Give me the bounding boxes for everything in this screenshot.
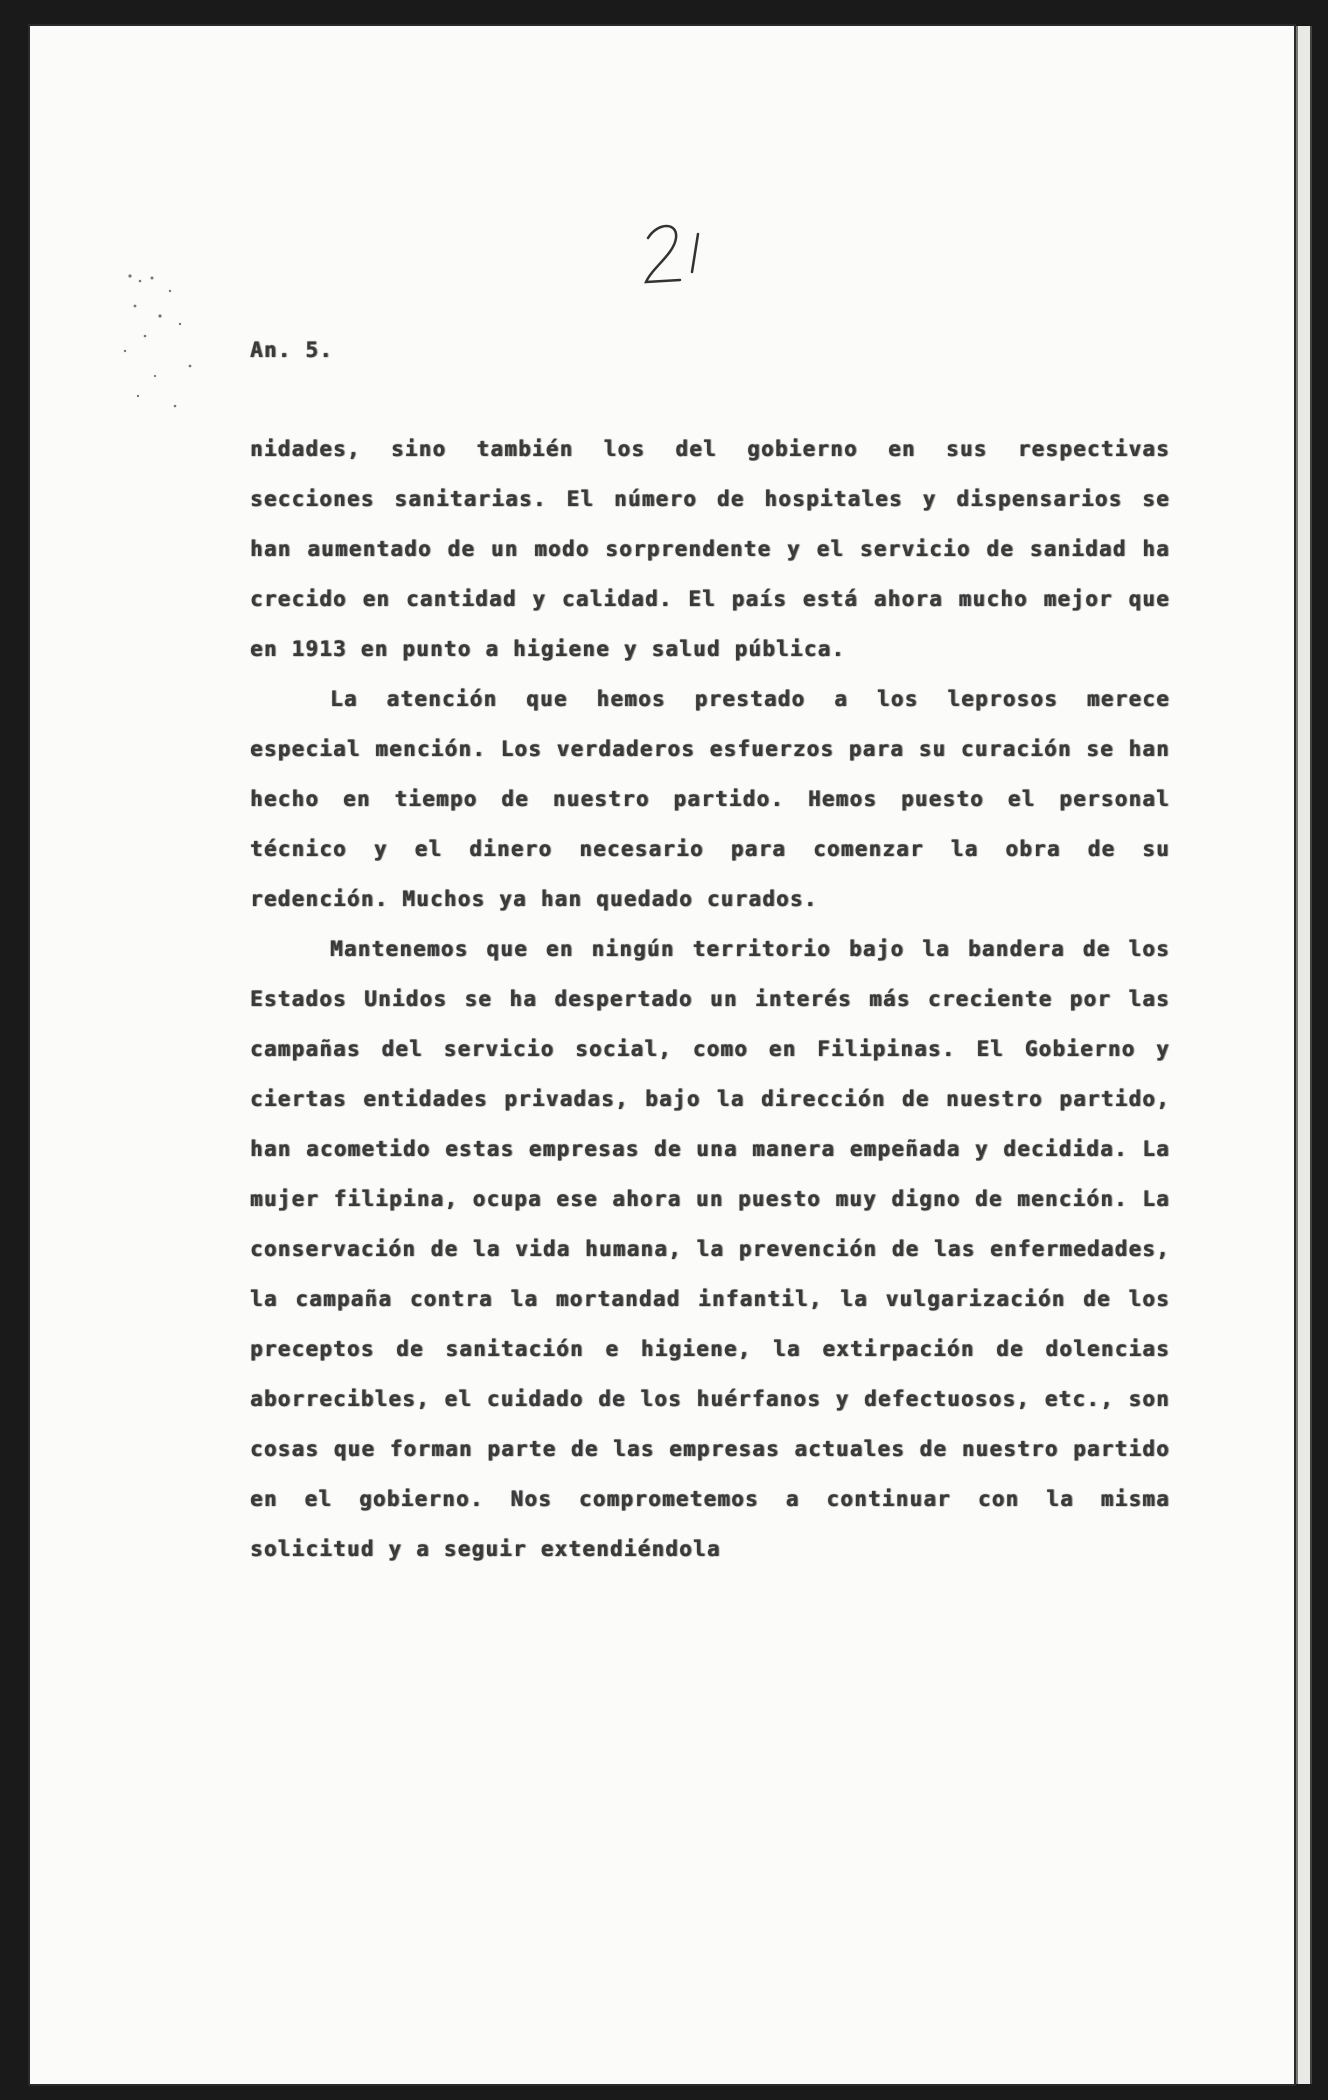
paper-speckles — [90, 66, 230, 466]
paragraph-1: nidades, sino también los del gobierno en sus respectivas secciones sanitarias. El número de hospitales y dispensarios se han aumentado de un modo sorprendente y el servicio de sanidad ha crecido en cantidad y calidad. El país está ahora mucho mejor que en 1913 en punto a higiene y salud pública. — [250, 437, 1170, 661]
typed-text-block — [250, 326, 1170, 1574]
handwritten-folio-number — [640, 216, 730, 296]
page-reference: An. 5. — [250, 338, 334, 362]
page-edge — [1296, 26, 1312, 2084]
document-page — [30, 26, 1294, 2084]
paragraph-2: La atención que hemos prestado a los leprosos merece especial mención. Los verdaderos esfuerzos para su curación se han hecho en tiempo de nuestro partido. Hemos puesto el personal técnico y el dinero necesario para comenzar la obra de su redención. Muchos ya han quedado curados. — [250, 687, 1170, 911]
paragraph-3: Mantenemos que en ningún territorio bajo la bandera de los Estados Unidos se ha despertado un interés más creciente por las campañas del servicio social, como en Filipinas. El Gobierno y ciertas entidades privadas, bajo la dirección de nuestro partido, han acometido estas empresas de una manera empeñada y decidida. La mujer filipina, ocupa ese ahora un puesto muy digno de mención. La conservación de la vida humana, la prevención de las enfermedades, la campaña contra la mortandad infantil, la vulgarización de los preceptos de sanitación e higiene, la extirpación de dolencias aborrecibles, el cuidado de los huérfanos y defectuosos, etc., son cosas que forman parte de las empresas actuales de nuestro partido en el gobierno. Nos comprometemos a continuar con la misma solicitud y a seguir extendiéndola — [250, 937, 1170, 1561]
